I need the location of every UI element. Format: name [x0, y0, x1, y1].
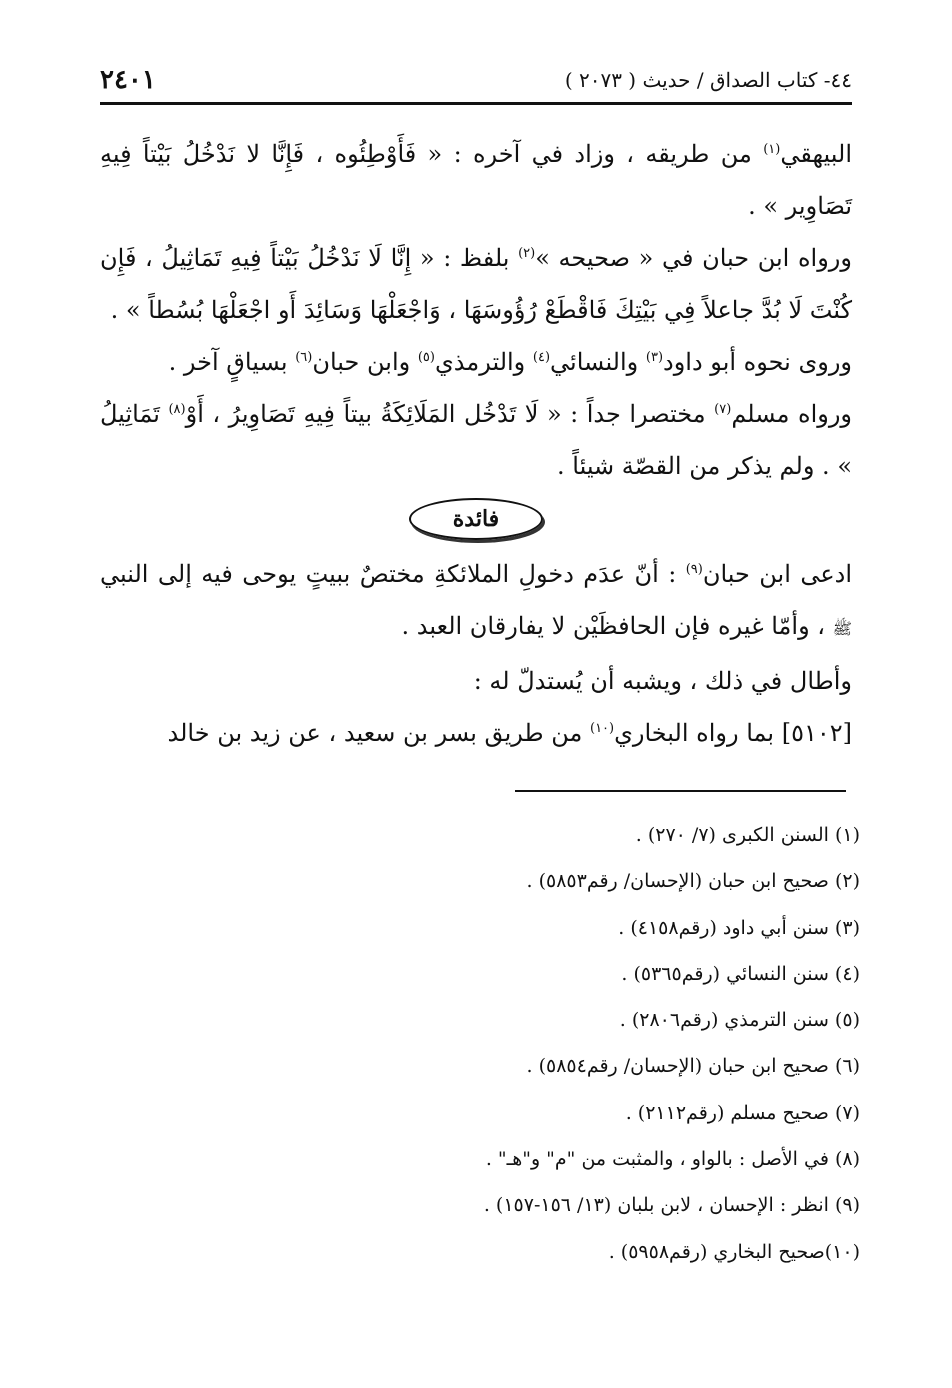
footnote-ref: (٢) [518, 246, 536, 261]
paragraph-ibn-hibban-claim: ادعى ابن حبان$^{(٩)}$ : أنّ عدَم دخولِ الملائكةِ مختصٌ ببيتٍ يوحى فيه إلى النبي ﷺ ، وأمّا غيره فإن الحافظَيْن لا يفارقان العبد . [100, 560, 852, 640]
footnote-item: (٤) سنن النسائي (رقم٥٣٦٥) . [621, 962, 860, 985]
paragraph-other-narrations: وروى نحوه أبو داود$^{(٣)}$ والنسائي$^{(٤)}$ والترمذي$^{(٥)}$ وابن حبان$^{(٦)}$ بسياقٍ آخر . [168, 348, 852, 376]
paragraph-elaboration: وأطال في ذلك ، ويشبه أن يُستدلّ له : [473, 667, 852, 695]
running-title: ٤٤- كتاب الصداق / حديث ( ٢٠٧٣ ) [564, 68, 852, 92]
footnote-item: (١٠)صحيح البخاري (رقم٥٩٥٨) . [608, 1240, 860, 1263]
paragraph-muslim: ورواه مسلم$^{(٧)}$ مختصرا جداً : « لَا تَدْخُل المَلَائِكَةُ بيتاً فِيهِ تَصَاوِيرُ ، أَوْ$^{(٨)}$ تَمَاثِيلُ » . ولم يذكر من القصّة شيئاً . [100, 400, 853, 480]
section-heading-wrap [100, 492, 852, 548]
salawat-symbol: ﷺ [832, 619, 852, 638]
paragraph-ibn-hibban: ورواه ابن حبان في « صحيحه »$^{(٢)}$ بلفظ : « إِنَّا لَا نَدْخُلُ بَيْتاً فِيهِ تَمَاثِيلُ ، فَإِن كُنْتَ لَا بُدَّ جاعلاً فِي بَيْتِكَ فَاقْطَعْ رُؤُوسَهَا ، وَاجْعَلْهَا وَسَائِدَ أَو اجْعَلْهَا بُسُطاً » . [100, 244, 852, 324]
footnote-item: (٨) في الأصل : بالواو ، والمثبت من "م" و"هـ" . [485, 1148, 860, 1171]
footnote-item: (٧) صحيح مسلم (رقم٢١١٢) . [625, 1101, 860, 1124]
section-heading: فائدة [409, 498, 543, 540]
footnote-item: (٦) صحيح ابن حبان (الإحسان/ رقم٥٨٥٤) . [526, 1055, 860, 1078]
page-number: ٢٤٠١ [100, 65, 156, 95]
footnote-ref: (٥) [417, 350, 435, 365]
main-text [100, 128, 852, 759]
footnote-ref: (٦) [295, 350, 313, 365]
footnote-item: (٥) سنن الترمذي (رقم٢٨٠٦) . [619, 1009, 860, 1032]
footnotes-list [100, 812, 860, 1275]
footnote-item: (٩) انظر : الإحسان ، لابن بلبان (١٣/ ١٥٦-١٥٧) . [483, 1194, 860, 1217]
footnote-separator [515, 790, 846, 792]
paragraph-bayhaqi: البيهقي$^{(١)}$ من طريقه ، وزاد في آخره : « فَأَوْطِئُوه ، فَإِنَّا لا نَدْخُلُ بَيْتاً فِيهِ تَصَاوِير » . [100, 140, 853, 220]
footnote-item: (١) السنن الكبرى (٧/ ٢٧٠) . [635, 824, 860, 846]
footnote-ref: (٤) [532, 350, 551, 365]
footnote-ref: (٩) [685, 562, 703, 577]
footnote-ref: (٨) [168, 402, 186, 417]
footnote-ref: (١) [763, 142, 781, 157]
footnote-item: (٢) صحيح ابن حبان (الإحسان/ رقم٥٨٥٣) . [526, 870, 860, 893]
footnote-ref: (٧) [714, 402, 732, 417]
page-header [100, 58, 852, 105]
footnote-ref: (١٠) [589, 721, 615, 736]
footnote-item: (٣) سنن أبي داود (رقم٤١٥٨) . [618, 916, 860, 939]
paragraph-hadith-5102: [٥١٠٢] بما رواه البخاري$^{(١٠)}$ من طريق بسر بن سعيد ، عن زيد بن خالد [167, 719, 852, 747]
footnote-ref: (٣) [645, 350, 664, 365]
